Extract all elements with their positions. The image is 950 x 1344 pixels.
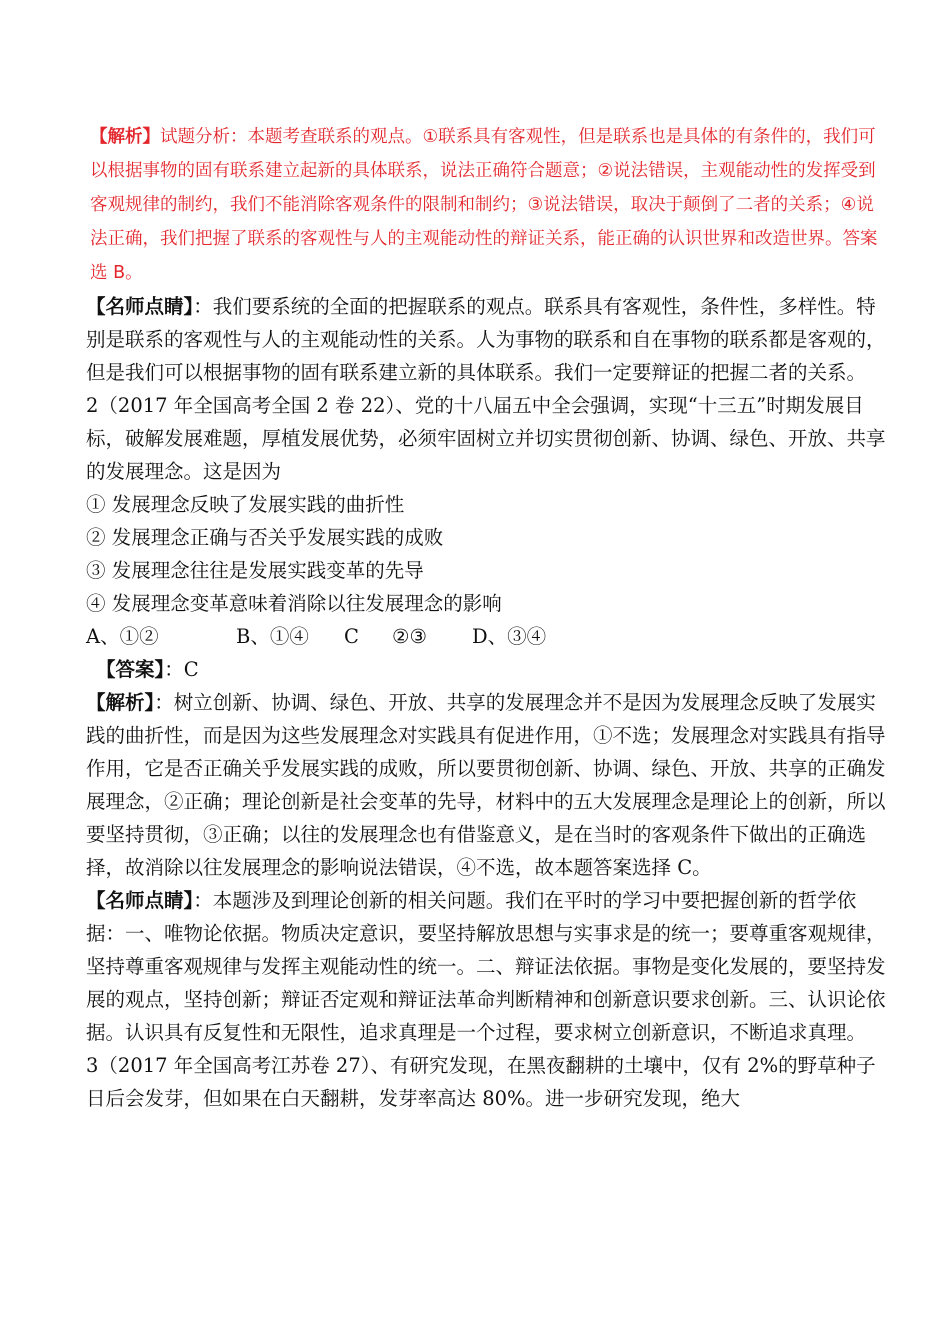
- option-c-label: C: [344, 625, 359, 648]
- option-d: D、③④: [472, 625, 547, 648]
- question-2-stem: 2（2017 年全国高考全国 2 卷 22）、党的十八届五中全会强调，实现“十三五”时期发展目标，破解发展难题，厚植发展优势，必须牢固树立并切实贯彻创新、协调、绿色、开放、共享的发展理念。这是因为: [86, 394, 886, 483]
- question-2-answer: [86, 653, 886, 686]
- tip-tag: 【名师点睛】: [86, 889, 194, 912]
- analysis-text: ：树立创新、协调、绿色、开放、共享的发展理念并不是因为发展理念反映了发展实践的曲折性，而是因为这些发展理念对实践具有促进作用，①不选；发展理念对实践具有指导作用，它是否正确关乎发展实践的成败，所以要贯彻创新、协调、绿色、开放、共享的正确发展理念，②正确；理论创新是社会变革的先导，材料中的五大发展理念是理论上的创新，所以要坚持贯彻，③正确；以往的发展理念也有借鉴意义，是在当时的客观条件下做出的正确选择，故消除以往发展理念的影响说法错误，④不选，故本题答案选择 C。: [86, 691, 886, 879]
- tip-tag: 【名师点睛】: [86, 295, 194, 318]
- tip-text: ：本题涉及到理论创新的相关问题。我们在平时的学习中要把握创新的哲学依据：一、唯物论依据。物质决定意识，要坚持解放思想与实事求是的统一；要尊重客观规律，坚持尊重客观规律与发挥主观能动性的统一。二、辩证法依据。事物是变化发展的，要坚持发展的观点，坚持创新；辩证否定观和辩证法革命判断精神和创新意识要求创新。三、认识论依据。认识具有反复性和无限性，追求真理是一个过程，要求树立创新意识，不断追求真理。: [86, 889, 886, 1044]
- question-2-item-3: ③ 发展理念往往是发展实践变革的先导: [86, 559, 424, 582]
- answer-tag: 【答案】: [96, 658, 165, 681]
- question-2-item-1: ① 发展理念反映了发展实践的曲折性: [86, 493, 405, 516]
- analysis-block-q1: [90, 120, 886, 290]
- analysis-tag: 【解析】: [90, 127, 160, 147]
- answer-text: ：C: [164, 658, 199, 681]
- option-c-value: ②③: [392, 625, 427, 648]
- option-b: B、①④: [236, 625, 309, 648]
- tip-paragraph-q1: [86, 290, 886, 389]
- option-a: A、①②: [86, 625, 159, 648]
- analysis-tag: 【解析】: [86, 691, 155, 714]
- tip-text: ：我们要系统的全面的把握联系的观点。联系具有客观性，条件性，多样性。特别是联系的客观性与人的主观能动性的关系。人为事物的联系和自在事物的联系都是客观的，但是我们可以根据事物的固有联系建立新的具体联系。我们一定要辩证的把握二者的关系。: [86, 295, 886, 384]
- question-2-item-2: ② 发展理念正确与否关乎发展实践的成败: [86, 526, 444, 549]
- document-body: [86, 290, 886, 1115]
- analysis-text: 试题分析：本题考查联系的观点。①联系具有客观性，但是联系也是具体的有条件的，我们可以根据事物的固有联系建立起新的具体联系，说法正确符合题意；②说法错误，主观能动性的发挥受到客观规律的制约，我们不能消除客观条件的限制和制约；③说法错误，取决于颠倒了二者的关系；④说法正确，我们把握了联系的客观性与人的主观能动性的辩证关系，能正确的认识世界和改造世界。答案选 B。: [90, 127, 878, 283]
- question-2-options: [86, 620, 886, 653]
- question-2-item-4: ④ 发展理念变革意味着消除以往发展理念的影响: [86, 592, 502, 615]
- question-3-stem: 3（2017 年全国高考江苏卷 27）、有研究发现，在黑夜翻耕的土壤中，仅有 2%的野草种子日后会发芽，但如果在白天翻耕，发芽率高达 80%。进一步研究发现，绝大: [86, 1054, 876, 1110]
- question-2-analysis: [86, 686, 886, 884]
- document-page: [86, 120, 886, 1115]
- question-2-tip: [86, 884, 886, 1049]
